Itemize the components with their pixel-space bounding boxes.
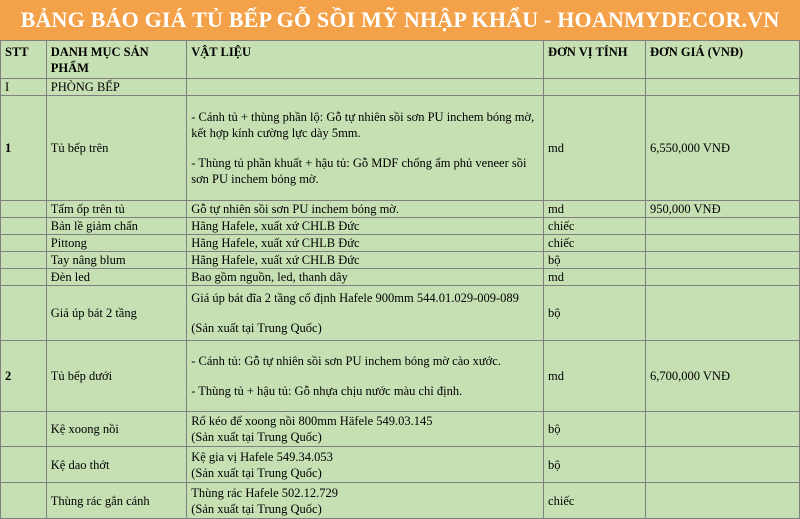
row-price[interactable] [646, 483, 800, 519]
row-product[interactable]: Pittong [46, 235, 186, 252]
table-row [1, 286, 800, 341]
row-price[interactable] [646, 235, 800, 252]
row-price[interactable]: 950,000 VNĐ [646, 201, 800, 218]
row-price[interactable] [646, 252, 800, 269]
header-stt[interactable]: STT [1, 41, 47, 79]
row-material[interactable]: Hãng Hafele, xuất xứ CHLB Đức [187, 235, 544, 252]
row-unit[interactable]: md [544, 341, 646, 412]
row-price[interactable] [646, 218, 800, 235]
row-unit[interactable]: chiếc [544, 235, 646, 252]
section-stt[interactable]: I [1, 79, 47, 96]
table-row [1, 412, 800, 447]
title-banner [0, 0, 800, 40]
row-material[interactable]: Giá úp bát đĩa 2 tầng cố định Hafele 900mm 544.01.029-009-089 (Sản xuất tại Trung Quốc) [187, 286, 544, 341]
row-material[interactable]: Thùng rác Hafele 502.12.729 (Sản xuất tại Trung Quốc) [187, 483, 544, 519]
row-material[interactable]: Hãng Hafele, xuất xứ CHLB Đức [187, 252, 544, 269]
row-unit[interactable]: md [544, 269, 646, 286]
row-product[interactable]: Đèn led [46, 269, 186, 286]
header-row [1, 41, 800, 79]
row-unit[interactable]: md [544, 96, 646, 201]
row-price[interactable] [646, 286, 800, 341]
header-product[interactable]: DANH MỤC SẢN PHẨM [46, 41, 186, 79]
row-material[interactable]: Hãng Hafele, xuất xứ CHLB Đức [187, 218, 544, 235]
row-unit[interactable]: bộ [544, 447, 646, 483]
row-product[interactable]: Tủ bếp trên [46, 96, 186, 201]
row-price[interactable]: 6,550,000 VNĐ [646, 96, 800, 201]
row-unit[interactable]: bộ [544, 252, 646, 269]
page-title: BẢNG BÁO GIÁ TỦ BẾP GỖ SỒI MỸ NHẬP KHẨU - HOANMYDECOR.VN [20, 7, 780, 32]
row-product[interactable]: Giá úp bát 2 tầng [46, 286, 186, 341]
row-price[interactable]: 6,700,000 VNĐ [646, 341, 800, 412]
row-unit[interactable]: chiếc [544, 483, 646, 519]
table-row [1, 483, 800, 519]
row-material[interactable]: Rổ kéo để xoong nồi 800mm Häfele 549.03.145 (Sản xuất tại Trung Quốc) [187, 412, 544, 447]
row-price[interactable] [646, 412, 800, 447]
table-row [1, 201, 800, 218]
row-material[interactable]: Gỗ tự nhiên sồi sơn PU inchem bóng mờ. [187, 201, 544, 218]
table-row [1, 96, 800, 201]
price-table [0, 40, 800, 519]
row-price[interactable] [646, 269, 800, 286]
row-product[interactable]: Bản lề giảm chấn [46, 218, 186, 235]
row-stt[interactable]: 1 [1, 96, 47, 201]
table-row [1, 252, 800, 269]
row-unit[interactable]: chiếc [544, 218, 646, 235]
row-product[interactable]: Thùng rác gắn cánh [46, 483, 186, 519]
table-row [1, 269, 800, 286]
row-material[interactable]: - Cánh tủ: Gỗ tự nhiên sồi sơn PU inchem bóng mờ cào xước. - Thùng tủ + hậu tủ: Gỗ nhựa chịu nước màu chỉ định. [187, 341, 544, 412]
row-product[interactable]: Kệ xoong nồi [46, 412, 186, 447]
row-price[interactable] [646, 447, 800, 483]
header-material[interactable]: VẬT LIỆU [187, 41, 544, 79]
row-product[interactable]: Kệ dao thớt [46, 447, 186, 483]
table-row [1, 341, 800, 412]
row-product[interactable]: Tay nâng blum [46, 252, 186, 269]
row-product[interactable]: Tủ bếp dưới [46, 341, 186, 412]
header-price[interactable]: ĐƠN GIÁ (VNĐ) [646, 41, 800, 79]
row-product[interactable]: Tấm ốp trên tủ [46, 201, 186, 218]
row-stt[interactable]: 2 [1, 341, 47, 412]
row-material[interactable]: - Cánh tủ + thùng phần lộ: Gỗ tự nhiên sồi sơn PU inchem bóng mờ, kết hợp kính cường lực dày 5mm. - Thùng tủ phần khuất + hậu tủ: Gỗ MDF chống ẩm phủ veneer sồi sơn PU inchem bóng mờ. [187, 96, 544, 201]
row-material[interactable]: Kệ gia vị Hafele 549.34.053 (Sản xuất tại Trung Quốc) [187, 447, 544, 483]
row-unit[interactable]: bộ [544, 412, 646, 447]
section-row [1, 79, 800, 96]
header-unit[interactable]: ĐƠN VỊ TÍNH [544, 41, 646, 79]
row-unit[interactable]: md [544, 201, 646, 218]
row-unit[interactable]: bộ [544, 286, 646, 341]
table-row [1, 235, 800, 252]
row-material[interactable]: Bao gồm nguồn, led, thanh dây [187, 269, 544, 286]
table-row [1, 447, 800, 483]
section-name[interactable]: PHÒNG BẾP [46, 79, 186, 96]
table-row [1, 218, 800, 235]
